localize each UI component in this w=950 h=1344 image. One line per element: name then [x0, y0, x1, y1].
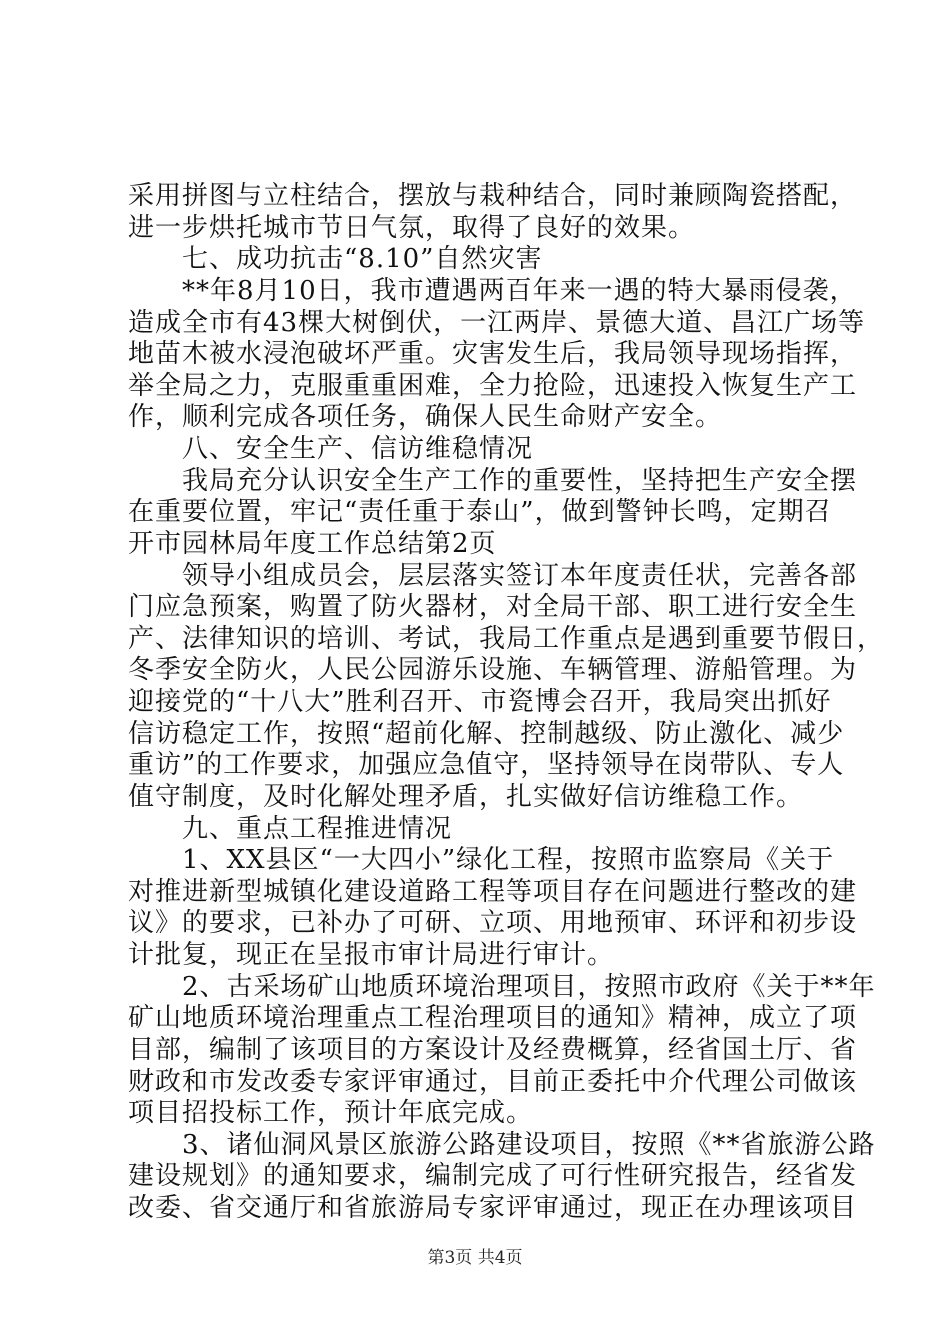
text-line: 举全局之力，克服重重困难，全力抢险，迅速投入恢复生产工 [128, 371, 858, 401]
text-line: 2、古采场矿山地质环境治理项目，按照市政府《关于**年 [128, 972, 876, 1002]
text-line: 财政和市发改委专家评审通过，目前正委托中介代理公司做该 [128, 1067, 858, 1097]
text-line: 矿山地质环境治理重点工程治理项目的通知》精神，成立了项 [128, 1003, 858, 1033]
text-line: 目部，编制了该项目的方案设计及经费概算，经省国土厅、省 [128, 1035, 858, 1065]
text-line: 改委、省交通厅和省旅游局专家评审通过，现正在办理该项目 [128, 1193, 858, 1223]
text-line: 值守制度，及时化解处理矛盾，扎实做好信访维稳工作。 [128, 782, 804, 812]
text-line: 信访稳定工作，按照“超前化解、控制越级、防止激化、减少 [128, 719, 845, 749]
text-line: 重访”的工作要求，加强应急值守，坚持领导在岗带队、专人 [128, 750, 845, 780]
text-line: 作，顺利完成各项任务，确保人民生命财产安全。 [128, 402, 723, 432]
text-line: 冬季安全防火，人民公园游乐设施、车辆管理、游船管理。为 [128, 655, 858, 685]
text-line: 门应急预案，购置了防火器材，对全局干部、职工进行安全生 [128, 592, 858, 622]
text-line: 议》的要求，已补办了可研、立项、用地预审、环评和初步设 [128, 908, 858, 938]
section-heading: 七、成功抗击“8.10”自然灾害 [128, 244, 543, 274]
text-line: 开市园林局年度工作总结第2页 [128, 529, 497, 559]
section-heading: 九、重点工程推进情况 [128, 814, 453, 844]
text-line: 造成全市有43棵大树倒伏，一江两岸、景德大道、昌江广场等 [128, 308, 866, 338]
text-line: 地苗木被水浸泡破坏严重。灾害发生后，我局领导现场指挥， [128, 339, 858, 369]
text-line: 我局充分认识安全生产工作的重要性，坚持把生产安全摆 [128, 466, 858, 496]
text-line: 建设规划》的通知要求，编制完成了可行性研究报告，经省发 [128, 1161, 858, 1191]
text-line: 1、XX县区“一大四小”绿化工程，按照市监察局《关于 [128, 845, 835, 875]
text-line: 计批复，现正在呈报市审计局进行审计。 [128, 940, 615, 970]
text-line: 对推进新型城镇化建设道路工程等项目存在问题进行整改的建 [128, 877, 858, 907]
text-line: 项目招投标工作，预计年底完成。 [128, 1098, 534, 1128]
section-heading: 八、安全生产、信访维稳情况 [128, 434, 534, 464]
text-line: 迎接党的“十八大”胜利召开、市瓷博会召开，我局突出抓好 [128, 687, 832, 717]
page-number-footer: 第3页 共4页 [427, 1248, 523, 1268]
text-line: 产、法律知识的培训、考试，我局工作重点是遇到重要节假日， [128, 624, 885, 654]
text-line: 在重要位置，牢记“责任重于泰山”，做到警钟长鸣，定期召 [128, 497, 832, 527]
text-line: 进一步烘托城市节日气氛，取得了良好的效果。 [128, 213, 696, 243]
text-line: 3、诸仙洞风景区旅游公路建设项目，按照《**省旅游公路 [128, 1130, 876, 1160]
text-line: **年8月10日，我市遭遇两百年来一遇的特大暴雨侵袭， [128, 276, 857, 306]
text-line: 领导小组成员会，层层落实签订本年度责任状，完善各部 [128, 561, 858, 591]
text-line: 采用拼图与立柱结合，摆放与栽种结合，同时兼顾陶瓷搭配， [128, 181, 858, 211]
